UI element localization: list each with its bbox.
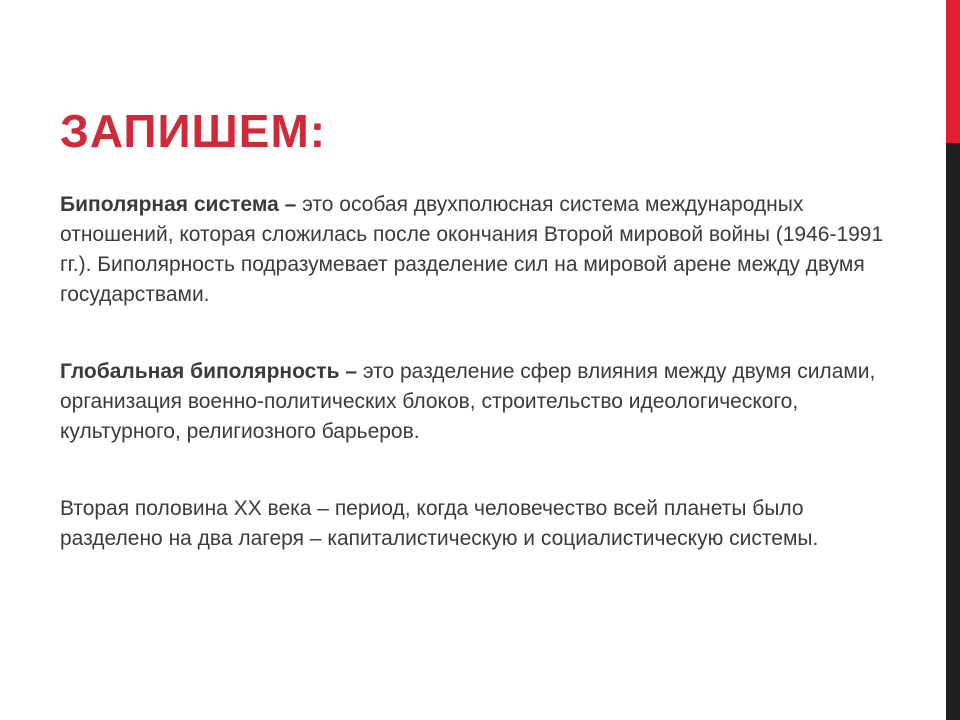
term-bipolar-system: Биполярная система – — [60, 193, 297, 216]
slide-content — [60, 190, 900, 554]
accent-bar-dark — [946, 143, 960, 720]
definition-global-bipolarity: это разделение сфер влияния между двумя силами, организация военно-политических блоков, строительство идеологического, культурного, религиозного барьеров. — [60, 360, 876, 443]
paragraph-global-bipolarity — [60, 357, 900, 447]
definition-bipolar-system: это особая двухполюсная система международных отношений, которая сложилась после окончания Второй мировой войны (1946-1991 гг.). Биполярность подразумевает разделение сил на мировой арене между двумя государствами. — [60, 193, 884, 306]
paragraph-bipolar-system — [60, 190, 900, 310]
slide-title: ЗАПИШЕМ: — [60, 105, 327, 157]
paragraph-second-half-century: Вторая половина ХХ века – период, когда человечество всей планеты было разделено на два лагеря – капиталистическую и социалистическую системы. — [60, 497, 819, 550]
accent-bar-red — [946, 0, 960, 143]
term-global-bipolarity: Глобальная биполярность – — [60, 360, 358, 383]
